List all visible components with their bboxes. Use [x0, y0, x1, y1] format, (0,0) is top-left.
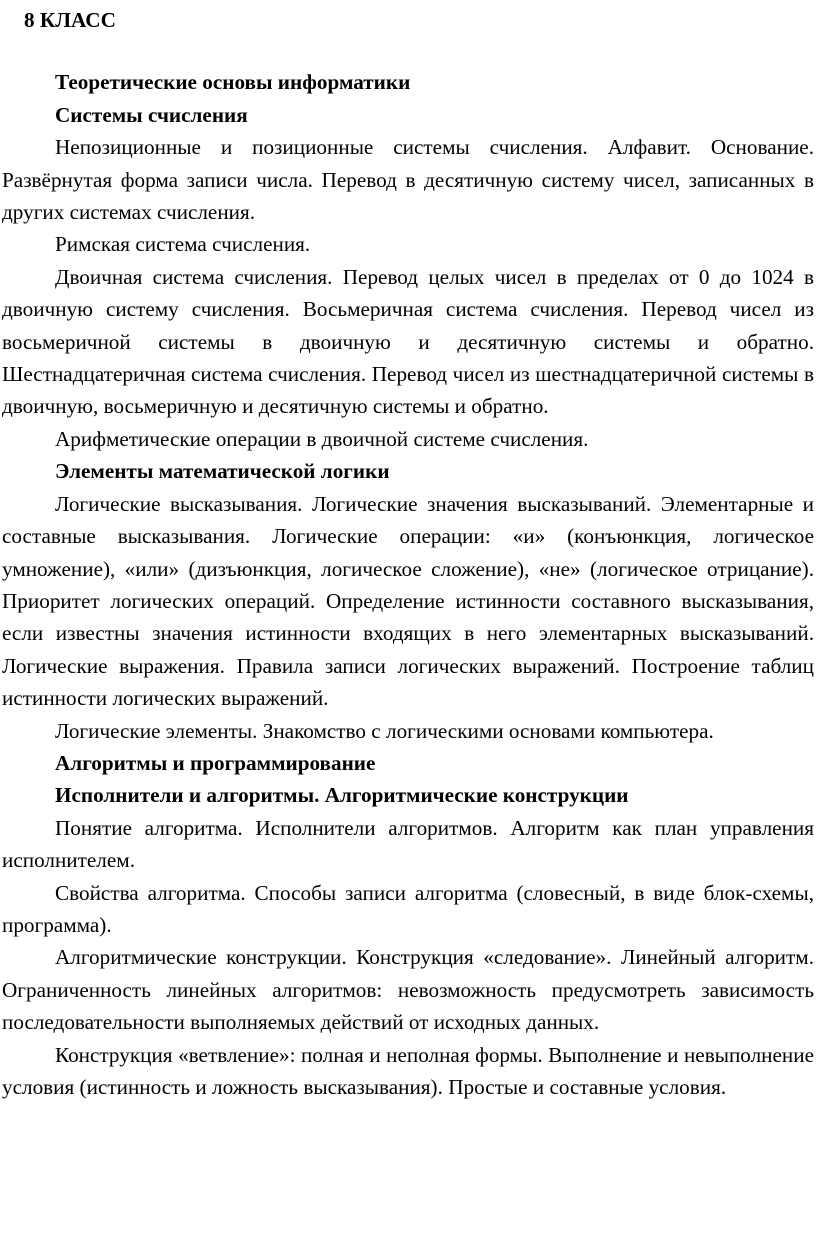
- paragraph: Логические высказывания. Логические значения высказываний. Элементарные и составные высказывания. Логические операции: «и» (конъюнкция, логическое умножение), «или» (дизъюнкция, логическое сложение), «не» (логическое отрицание). Приоритет логических операций. Определение истинности составного высказывания, если известны значения истинности входящих в него элементарных высказываний. Логические выражения. Правила записи логических выражений. Построение таблиц истинности логических выражений.: [2, 491, 814, 711]
- section-heading-theory: Теоретические основы информатики: [55, 70, 411, 95]
- paragraph: Логические элементы. Знакомство с логическими основами компьютера.: [55, 718, 714, 743]
- subsection-heading-math-logic: Элементы математической логики: [55, 459, 390, 484]
- paragraph: Понятие алгоритма. Исполнители алгоритмов. Алгоритм как план управления исполнителем.: [2, 815, 814, 873]
- paragraph: Двоичная система счисления. Перевод целых чисел в пределах от 0 до 1024 в двоичную систему счисления. Восьмеричная система счисления. Перевод чисел из восьмеричной системы в двоичную и десятичную системы и обратно. Шестнадцатеричная система счисления. Перевод чисел из шестнадцатеричной системы в двоичную, восьмеричную и десятичную системы и обратно.: [2, 264, 814, 419]
- paragraph: Римская система счисления.: [55, 232, 311, 257]
- paragraph: Конструкция «ветвление»: полная и неполная формы. Выполнение и невыполнение условия (истинность и ложность высказывания). Простые и составные условия.: [2, 1042, 814, 1099]
- subsection-heading-number-systems: Системы счисления: [55, 102, 248, 127]
- paragraph: Свойства алгоритма. Способы записи алгоритма (словесный, в виде блок-схемы, программа).: [2, 880, 814, 937]
- section-heading-algorithms: Алгоритмы и программирование: [55, 750, 376, 775]
- paragraph: Непозиционные и позиционные системы счисления. Алфавит. Основание. Развёрнутая форма записи числа. Перевод в десятичную систему чисел, записанных в других системах счисления.: [2, 135, 814, 225]
- paragraph: Алгоритмические конструкции. Конструкция «следование». Линейный алгоритм. Ограниченность линейных алгоритмов: невозможность предусмотреть зависимость последовательности выполняемых действий от исходных данных.: [2, 945, 814, 1035]
- paragraph: Арифметические операции в двоичной системе счисления.: [55, 426, 589, 451]
- grade-title: 8 КЛАСС: [24, 8, 116, 32]
- subsection-heading-executors: Исполнители и алгоритмы. Алгоритмические конструкции: [55, 783, 629, 808]
